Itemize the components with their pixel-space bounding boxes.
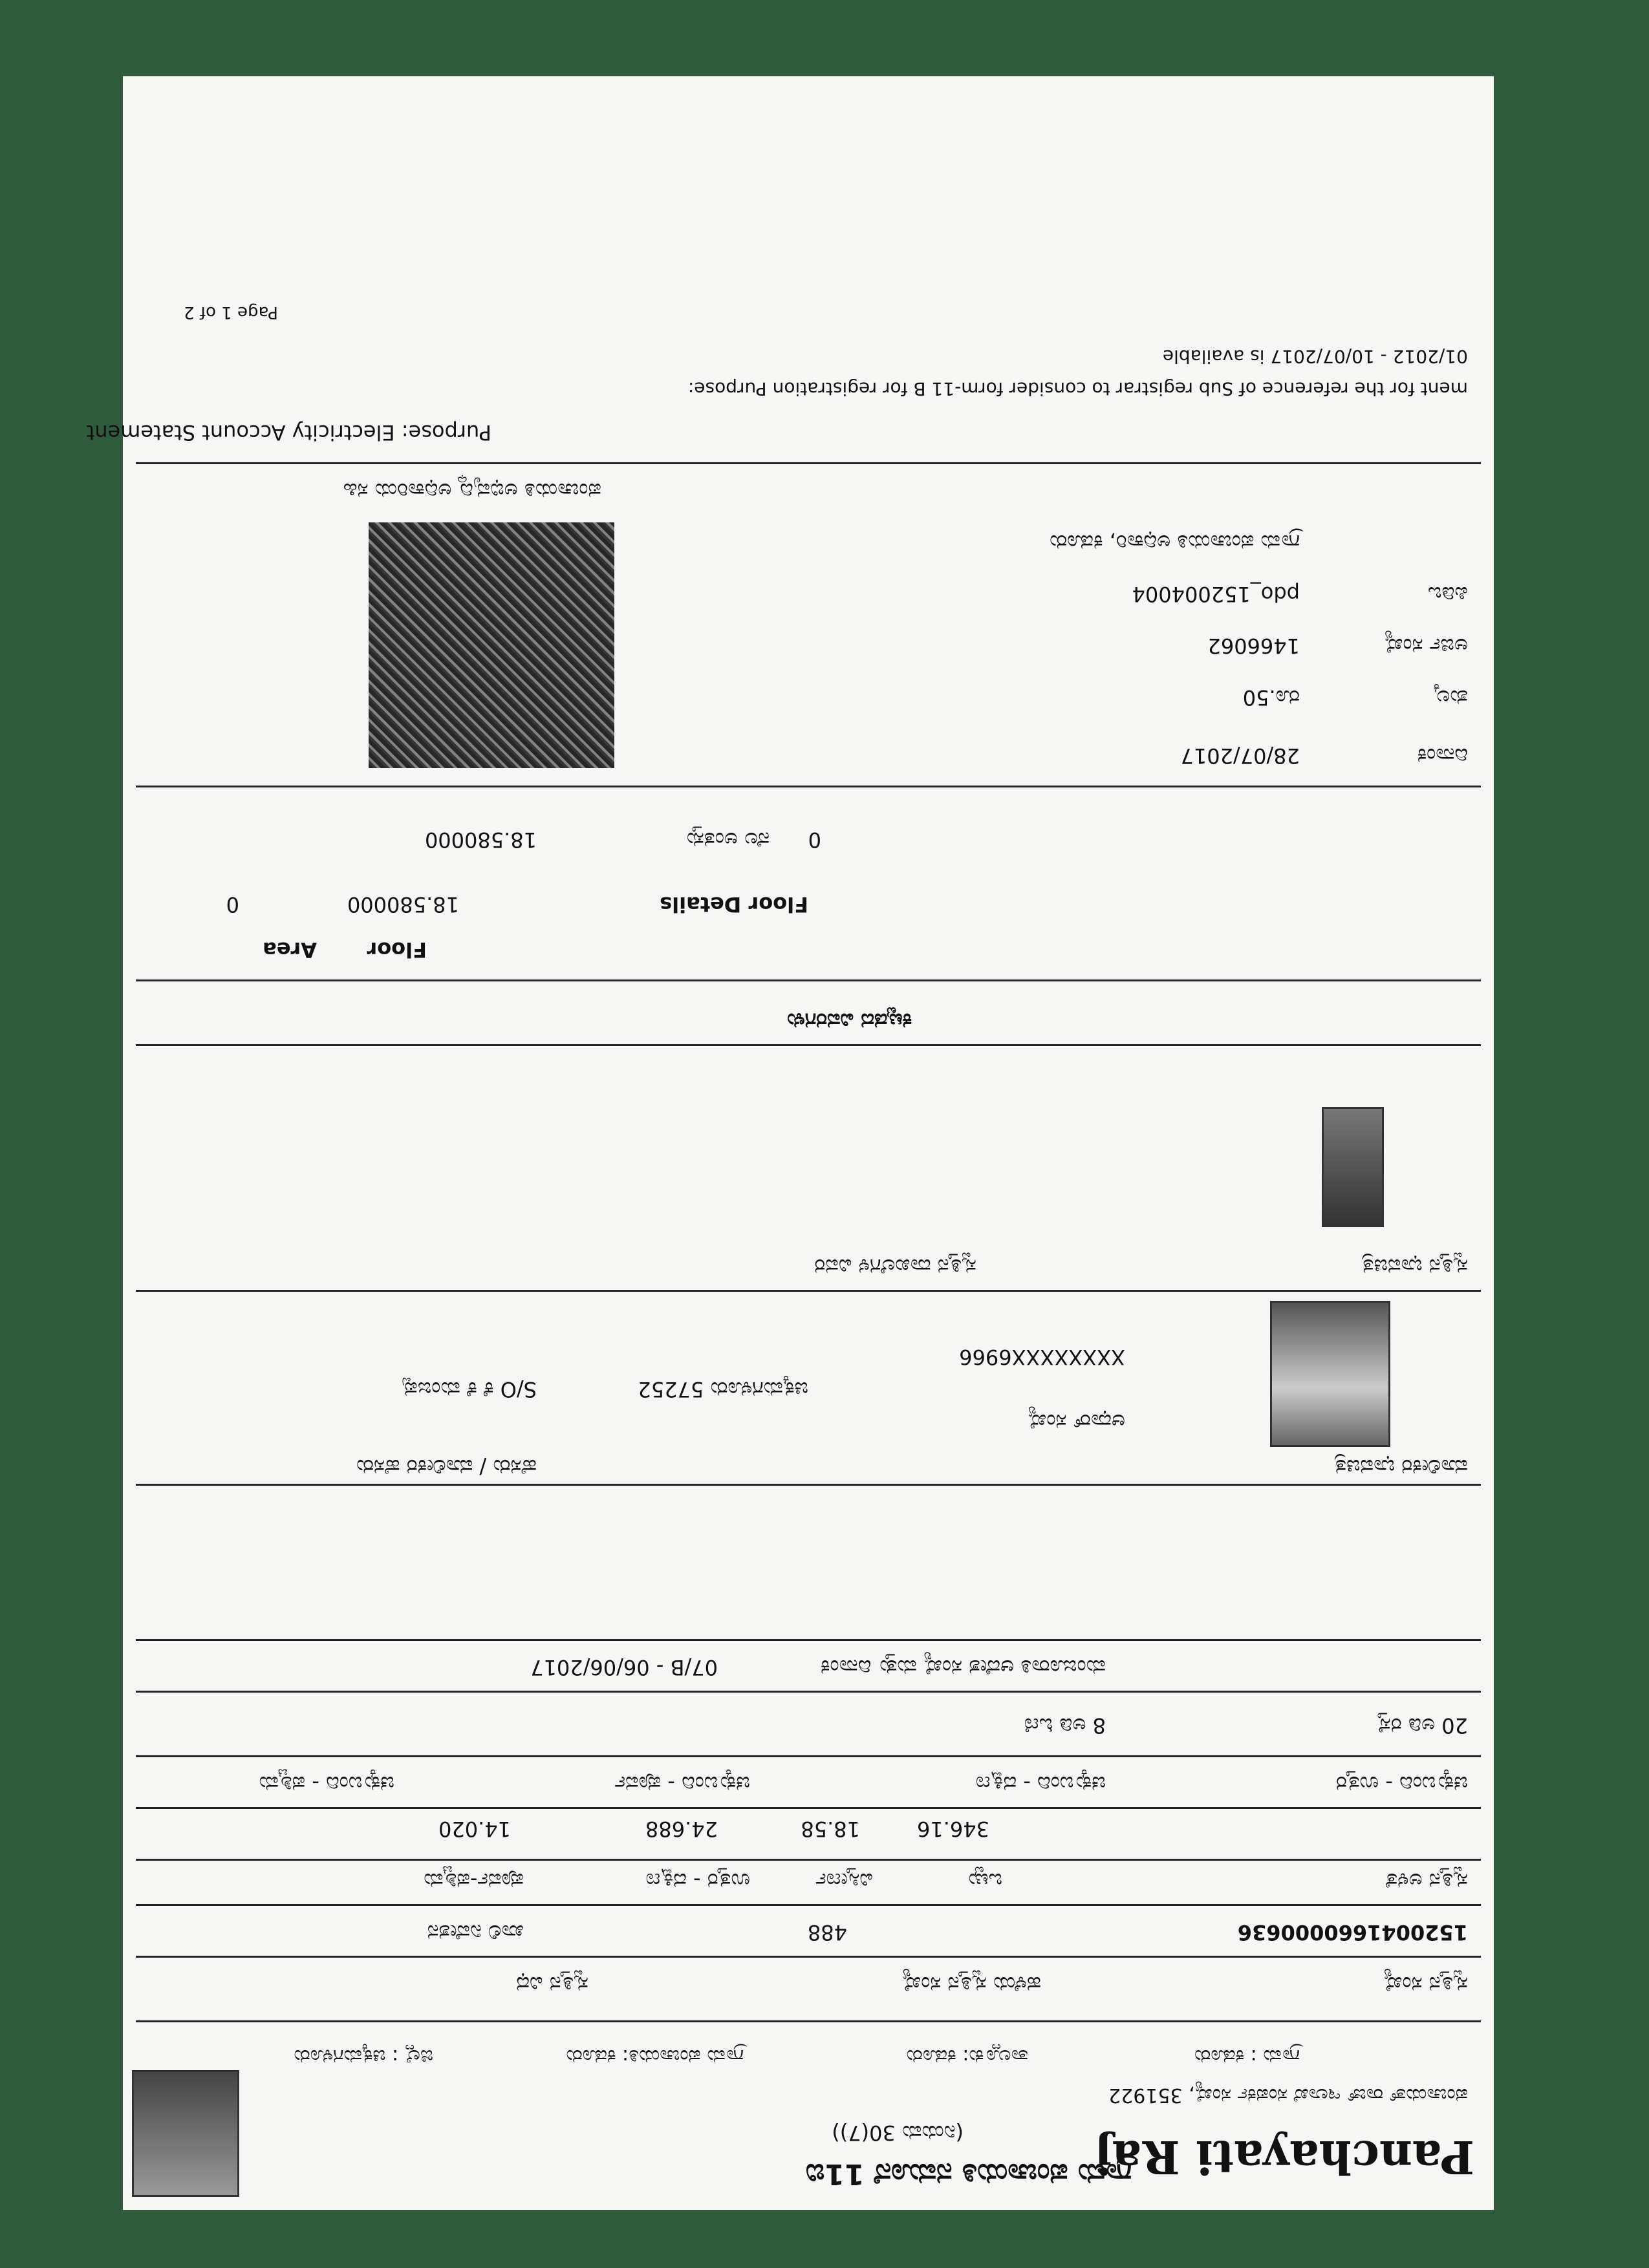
rule bbox=[136, 1044, 1481, 1046]
form-rule: (ನಿಯಮ 30(7)) bbox=[832, 2121, 964, 2145]
rule bbox=[136, 1956, 1481, 1958]
village-label: ಗ್ರಾಮ : ಕಡೂರು bbox=[1194, 2045, 1300, 2068]
contact-line: ಪಂಚಾಯತ್ ರಾಜ್ ಇಲಾಖೆ ಸಂಪರ್ಕ ಸಂಖ್ಯೆ, 351922 bbox=[1108, 2084, 1468, 2106]
pdo-label: ಪಿಡಿಒ bbox=[1427, 582, 1468, 606]
south-label: ಚಕ್ಕುಬಂದಿ - ದಕ್ಷಿಣ bbox=[975, 1771, 1106, 1796]
floor-header-floor: Floor bbox=[367, 937, 427, 962]
fee-value: ರೂ.50 bbox=[1242, 685, 1300, 710]
property-id-label: ಸ್ವತ್ತಿನ ಸಂಖ್ಯೆ bbox=[1383, 1972, 1468, 1996]
floor-right-floor: 0 bbox=[226, 892, 239, 917]
app-no-label: ಅರ್ಜಿ ಸಂಖ್ಯೆ bbox=[1384, 634, 1468, 658]
measure-val-2: 24.688 bbox=[645, 1817, 718, 1841]
rule bbox=[136, 786, 1481, 787]
record-label: ಸ್ವತ್ತಿನ ದಾಖಲೆಗಳ ವಿವರ bbox=[814, 1254, 976, 1279]
floor-row-area: 18.580000 bbox=[424, 828, 537, 852]
aadhaar-label: ಆಧಾರ್ ಸಂಖ್ಯೆ bbox=[1028, 1409, 1125, 1434]
floor-header-details: Floor Details bbox=[660, 892, 808, 917]
signature-label: ಪಂಚಾಯತಿ ಅಭಿವೃದ್ಧಿ ಅಧಿಕಾರಿಯ ಸಹಿ bbox=[343, 478, 601, 503]
property-id: 1520041660000636 bbox=[1237, 1920, 1468, 1945]
pdo-value: pdo_152004004 bbox=[1132, 582, 1300, 606]
rule bbox=[136, 1807, 1481, 1809]
fee-label: ಶುಲ್ಕ bbox=[1434, 685, 1468, 710]
north-value: 20 ಅಡಿ ರಸ್ತೆ bbox=[1377, 1713, 1468, 1738]
owner-photo-label: ಮಾಲೀಕರ ಭಾವಚಿತ್ರ bbox=[1334, 1455, 1468, 1479]
rule bbox=[136, 979, 1481, 981]
date-label: ದಿನಾಂಕ bbox=[1417, 744, 1468, 768]
measure-col-4: ಒಟ್ಟು bbox=[967, 1868, 1002, 1893]
rule bbox=[136, 1859, 1481, 1861]
owner-name: S/O ಕೆ ಕೆ ಮಂಜಪ್ಪ bbox=[402, 1377, 537, 1402]
south-value: 8 ಅಡಿ ಓಣಿ bbox=[1024, 1713, 1106, 1738]
app-no-value: 1466062 bbox=[1207, 634, 1300, 658]
owner-name-label: ಹೆಸರು / ಮಾಲೀಕರ ಹೆಸರು bbox=[356, 1455, 537, 1479]
asset-photo-label: ಸ್ವತ್ತಿನ ಭಾವಚಿತ್ರ bbox=[1362, 1254, 1468, 1279]
brand-logo-text: Panchayati Raj bbox=[1095, 2130, 1474, 2184]
pdo-name: ಗ್ರಾಮ ಪಂಚಾಯತಿ ಅಧಿಕಾರಿ, ಕಡೂರು bbox=[1050, 530, 1300, 555]
district-label: ಜಿಲ್ಲೆ : ಚಿಕ್ಕಮಗಳೂರು bbox=[294, 2045, 433, 2068]
floor-row-desc: ನೆಲ ಅಂತಸ್ತು bbox=[684, 828, 770, 852]
rule bbox=[136, 1290, 1481, 1292]
measure-val-4: 346.16 bbox=[917, 1817, 989, 1841]
north-label: ಚಕ್ಕುಬಂದಿ - ಉತ್ತರ bbox=[1335, 1771, 1468, 1796]
paper-sheet bbox=[86, 76, 1494, 2210]
old-no-label: ಹಳೆಯ ಸ್ವತ್ತಿನ ಸಂಖ್ಯೆ bbox=[902, 1972, 1041, 1996]
floors-title: ಕಟ್ಟಡದ ವಿವರಗಳು bbox=[787, 1009, 912, 1033]
taluk-label: ತಾಲ್ಲೂಕು: ಕಡೂರು bbox=[906, 2045, 1028, 2068]
date-value: 28/07/2017 bbox=[1180, 744, 1300, 768]
qr-code bbox=[369, 522, 614, 768]
order-ref-label: ಮಂಜೂರಾತಿ ಆದೇಶ ಸಂಖ್ಯೆ ಮತ್ತು ದಿನಾಂಕ bbox=[820, 1655, 1106, 1680]
rule bbox=[136, 1755, 1481, 1757]
floor-right-area: 18.580000 bbox=[347, 892, 459, 917]
measure-col-2: ಉತ್ತರ - ದಕ್ಷಿಣ bbox=[645, 1868, 750, 1893]
footer-period: 01/2012 - 10/07/2017 is available bbox=[1162, 346, 1468, 367]
emblem-image bbox=[132, 2070, 239, 2197]
measurement-header: ಸ್ವತ್ತಿನ ಅಳತೆ bbox=[1385, 1868, 1468, 1893]
footer-note: ment for the reference of Sub registrar to consider form-11 B for registration Purpose: bbox=[687, 378, 1468, 400]
page-number: Page 1 of 2 bbox=[184, 303, 278, 322]
asset-type: ಖಾಲಿ ನಿವೇಶನ bbox=[427, 1920, 524, 1945]
east-label: ಚಕ್ಕುಬಂದಿ - ಪೂರ್ವ bbox=[614, 1771, 750, 1796]
owner-photo bbox=[1270, 1301, 1390, 1447]
old-no: 488 bbox=[807, 1920, 847, 1945]
rule bbox=[136, 1639, 1481, 1641]
measure-val-3: 18.58 bbox=[801, 1817, 860, 1841]
rule bbox=[136, 1484, 1481, 1486]
floor-row-floor: 0 bbox=[808, 828, 821, 852]
rule bbox=[136, 462, 1481, 464]
form-title: ಗ್ರಾಮ ಪಂಚಾಯತಿ ನಮೂನೆ 11ಬಿ bbox=[805, 2157, 1132, 2190]
measure-col-3: ವಿಸ್ತೀರ್ಣ bbox=[815, 1868, 873, 1893]
floor-header-area: Area bbox=[263, 937, 317, 962]
measure-val-1: 14.020 bbox=[438, 1817, 511, 1841]
asset-type-label: ಸ್ವತ್ತಿನ ವಿಧ bbox=[516, 1972, 588, 1996]
rule bbox=[136, 1904, 1481, 1906]
order-ref-value: 07/B - 06/06/2017 bbox=[530, 1655, 718, 1680]
gp-label: ಗ್ರಾಮ ಪಂಚಾಯತಿ: ಕಡೂರು bbox=[566, 2045, 744, 2068]
west-label: ಚಕ್ಕುಬಂದಿ - ಪಶ್ಚಿಮ bbox=[259, 1771, 394, 1796]
rule bbox=[136, 1691, 1481, 1693]
measure-col-1: ಪೂರ್ವ-ಪಶ್ಚಿಮ bbox=[424, 1868, 524, 1893]
rule bbox=[136, 2020, 1481, 2022]
owner-address: ಚಿಕ್ಕಮಗಳೂರು 57252 bbox=[638, 1377, 808, 1402]
aadhaar-value: XXXXXXXX6966 bbox=[959, 1345, 1125, 1369]
purpose: Purpose: Electricity Account Statement bbox=[86, 420, 491, 445]
asset-photo bbox=[1322, 1107, 1384, 1227]
